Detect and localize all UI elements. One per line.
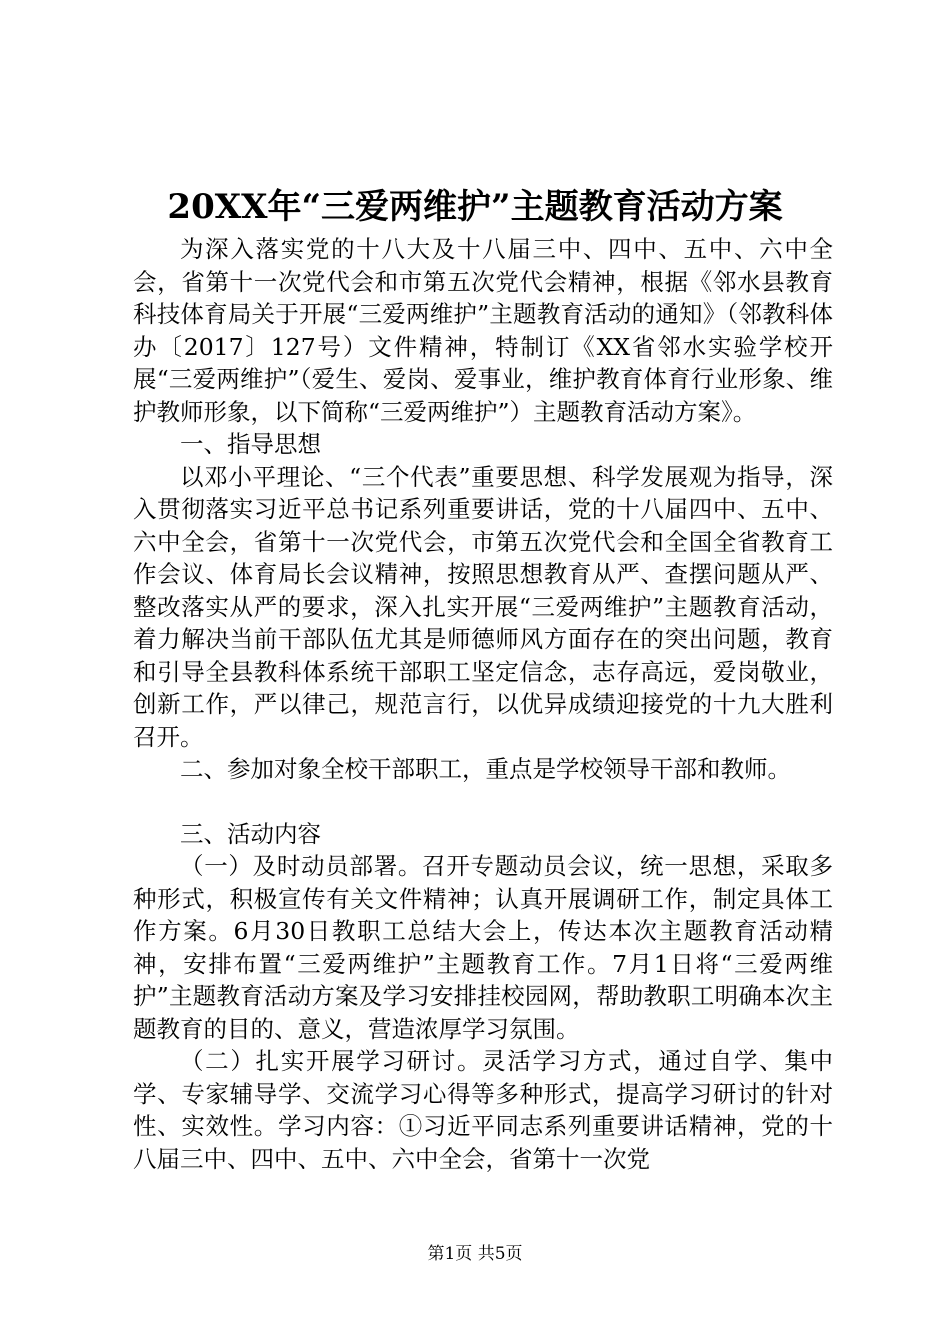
activity-item-1-paragraph: （一）及时动员部署。召开专题动员会议，统一思想，采取多种形式，积极宣传有关文件精神；认真开展调研工作，制定具体工作方案。6月30日教职工总结大会上，传达本次主题教育活动精神，安排布置“三爱两维护”主题教育工作。7月1日将“三爱两维护”主题教育活动方案及学习安排挂校园网，帮助教职工明确本次主题教育的目的、意义，营造浓厚学习氛围。	[133, 852, 833, 1043]
activity-item-2-paragraph: （二）扎实开展学习研讨。灵活学习方式，通过自学、集中学、专家辅导学、交流学习心得等多种形式，提高学习研讨的针对性、实效性。学习内容：①习近平同志系列重要讲话精神，党的十八届三中、四中、五中、六中全会，省第十一次党	[133, 1047, 833, 1173]
intro-paragraph: 为深入落实党的十八大及十八届三中、四中、五中、六中全会，省第十一次党代会和市第五次党代会精神，根据《邻水县教育科技体育局关于开展“三爱两维护”主题教育活动的通知》（邻教科体办〔2017〕127号）文件精神，特制订《XX省邻水实验学校开展“三爱两维护”（爱生、爱岗、爱事业，维护教育体育行业形象、维护教师形象，以下简称“三爱两维护”）主题教育活动方案》。	[133, 235, 833, 426]
paragraph-gap	[133, 786, 833, 818]
section-heading-participants: 二、参加对象全校干部职工，重点是学校领导干部和教师。	[180, 755, 791, 783]
document-title: 20XX年“三爱两维护”主题教育活动方案	[167, 187, 783, 227]
guiding-thought-paragraph: 以邓小平理论、“三个代表”重要思想、科学发展观为指导，深入贯彻落实习近平总书记系列重要讲话，党的十八届四中、五中、六中全会，省第十一次党代会，市第五次党代会和全国全省教育工作会议、体育局长会议精神，按照思想教育从严、查摆问题从严、整改落实从严的要求，深入扎实开展“三爱两维护”主题教育活动，着力解决当前干部队伍尤其是师德师风方面存在的突出问题，教育和引导全县教科体系统干部职工坚定信念，志存高远，爱岗敬业，创新工作，严以律己，规范言行，以优异成绩迎接党的十九大胜利召开。	[133, 462, 833, 751]
section-heading-guiding-thought: 一、指导思想	[180, 430, 321, 458]
document-body	[133, 233, 833, 1175]
section-heading-activity-content: 三、活动内容	[180, 819, 321, 848]
page-footer: 第1页 共5页	[427, 1244, 523, 1264]
